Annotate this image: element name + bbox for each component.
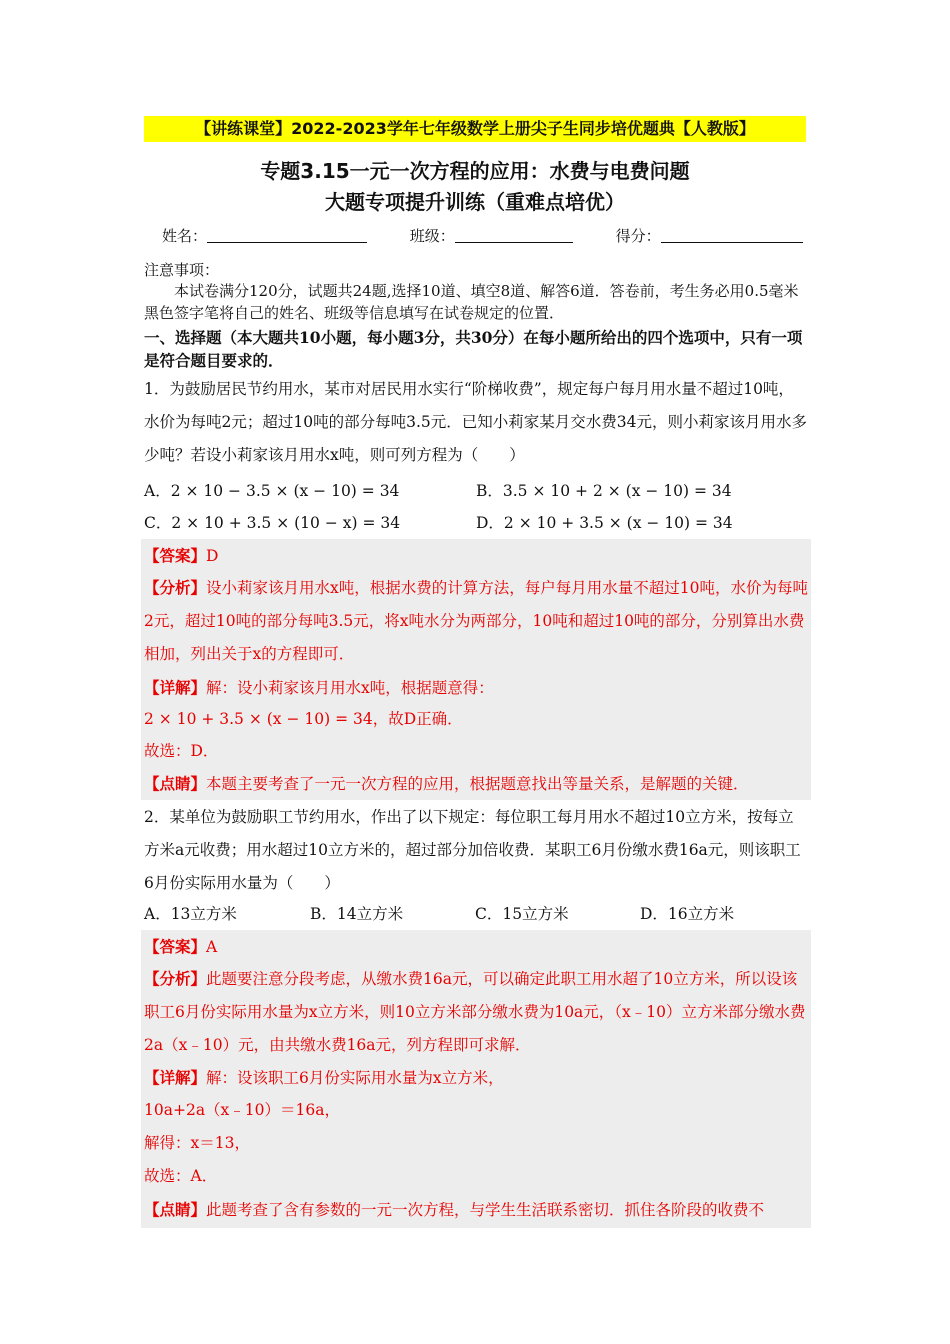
q2-option-d: D．16立方米 — [640, 905, 735, 923]
q2-detail-line1: 解：设该职工6月份实际用水量为x立方米， — [206, 1069, 504, 1087]
q2-option-b: B．14立方米 — [310, 905, 404, 923]
q1-option-a: A．2 × 10 − 3.5 × (x − 10) = 34 — [144, 482, 400, 500]
name-label: 姓名： — [162, 227, 208, 245]
q2-option-a: A．13立方米 — [144, 905, 237, 923]
q1-answer — [144, 539, 809, 573]
score-label: 得分： — [615, 227, 661, 245]
q1-detail-label: 【详解】 — [144, 678, 207, 697]
section-heading: 一、选择题（本大题共10小题，每小题3分，共30分）在每小题所给出的四个选项中，只有一项是符合题目要求的． — [144, 328, 803, 370]
header-banner: 【讲练课堂】2022-2023学年七年级数学上册尖子生同步培优题典【人教版】 — [144, 116, 806, 142]
q2-comment-label: 【点睛】 — [144, 1200, 207, 1219]
q2-comment — [144, 1193, 809, 1227]
q1-detail-line2: 2 × 10 + 3.5 × (x − 10) = 34，故D正确． — [144, 710, 463, 728]
notice-body: 本试卷满分120分，试题共24题,选择10道、填空8道、解答6道．答卷前，考生务必用0.5毫米黑色签字笔将自己的姓名、班级等信息填写在试卷规定的位置． — [144, 282, 799, 322]
class-label: 班级： — [409, 227, 455, 245]
score-field — [661, 227, 803, 243]
q1-option-c: C．2 × 10 + 3.5 × (10 − x) = 34 — [144, 514, 401, 532]
q1-option-b: B．3.5 × 10 + 2 × (x − 10) = 34 — [476, 482, 732, 500]
q1-option-d: D．2 × 10 + 3.5 × (x − 10) = 34 — [476, 514, 733, 532]
q2-detail — [144, 1061, 809, 1095]
q1-analysis-text: 设小莉家该月用水x吨，根据水费的计算方法，每户每月用水量不超过10吨，水价为每吨2元，超过10吨的部分每吨3.5元，将x吨水分为两部分，10吨和超过10吨的部分，分别算出水费相加，列出关于x的方程即可． — [144, 579, 808, 663]
q2-analysis — [144, 962, 809, 1062]
q1-detail-line1: 解：设小莉家该月用水x吨，根据题意得： — [206, 679, 494, 697]
question-1-stem: 1．为鼓励居民节约用水，某市对居民用水实行“阶梯收费”，规定每户每月用水量不超过10吨，水价为每吨2元；超过10吨的部分每吨3.5元．已知小莉家某月交水费34元，则小莉家该月用水多少吨？若设小莉家该月用水x吨，则可列方程为（ ） — [144, 380, 807, 464]
q2-answer-value: A — [206, 938, 218, 956]
q2-analysis-label: 【分析】 — [144, 969, 207, 988]
q1-analysis — [144, 571, 809, 671]
q1-analysis-label: 【分析】 — [144, 578, 207, 597]
q1-answer-label: 【答案】 — [144, 546, 207, 565]
question-2-stem: 2．某单位为鼓励职工节约用水，作出了以下规定：每位职工每月用水不超过10立方米，按每立方米a元收费；用水超过10立方米的，超过部分加倍收费．某职工6月份缴水费16a元，则该职工6月份实际用水量为（ ） — [144, 808, 801, 892]
student-info-row — [162, 225, 841, 246]
class-field — [455, 227, 573, 243]
q1-detail-line3: 故选：D． — [144, 742, 219, 760]
q2-option-c: C．15立方米 — [475, 905, 569, 923]
q1-comment-label: 【点睛】 — [144, 774, 207, 793]
q2-answer-label: 【答案】 — [144, 937, 207, 956]
q2-detail-line2: 10a+2a（x﹣10）＝16a， — [144, 1101, 340, 1119]
q2-analysis-text: 此题要注意分段考虑，从缴水费16a元，可以确定此职工用水超了10立方米，所以设该职工6月份实际用水量为x立方米，则10立方米部分缴水费为10a元，（x﹣10）立方米部分缴水费2a（x﹣10）元，由共缴水费16a元，列方程即可求解． — [144, 970, 806, 1054]
name-field — [207, 227, 367, 243]
page-title: 专题3.15一元一次方程的应用：水费与电费问题 — [260, 159, 690, 183]
page-subtitle: 大题专项提升训练（重难点培优） — [325, 190, 625, 214]
q2-detail-line4: 故选：A． — [144, 1167, 218, 1185]
q2-detail-line3: 解得：x＝13， — [144, 1134, 250, 1152]
q1-comment-text: 本题主要考查了一元一次方程的应用，根据题意找出等量关系，是解题的关键． — [206, 775, 749, 793]
notice-heading: 注意事项： — [144, 261, 220, 279]
q1-detail — [144, 671, 809, 705]
q2-comment-text: 此题考查了含有参数的一元一次方程，与学生生活联系密切．抓住各阶段的收费不 — [206, 1201, 765, 1219]
q1-answer-value: D — [206, 547, 219, 565]
q2-detail-label: 【详解】 — [144, 1068, 207, 1087]
q1-comment — [144, 767, 809, 801]
q2-answer — [144, 930, 809, 964]
